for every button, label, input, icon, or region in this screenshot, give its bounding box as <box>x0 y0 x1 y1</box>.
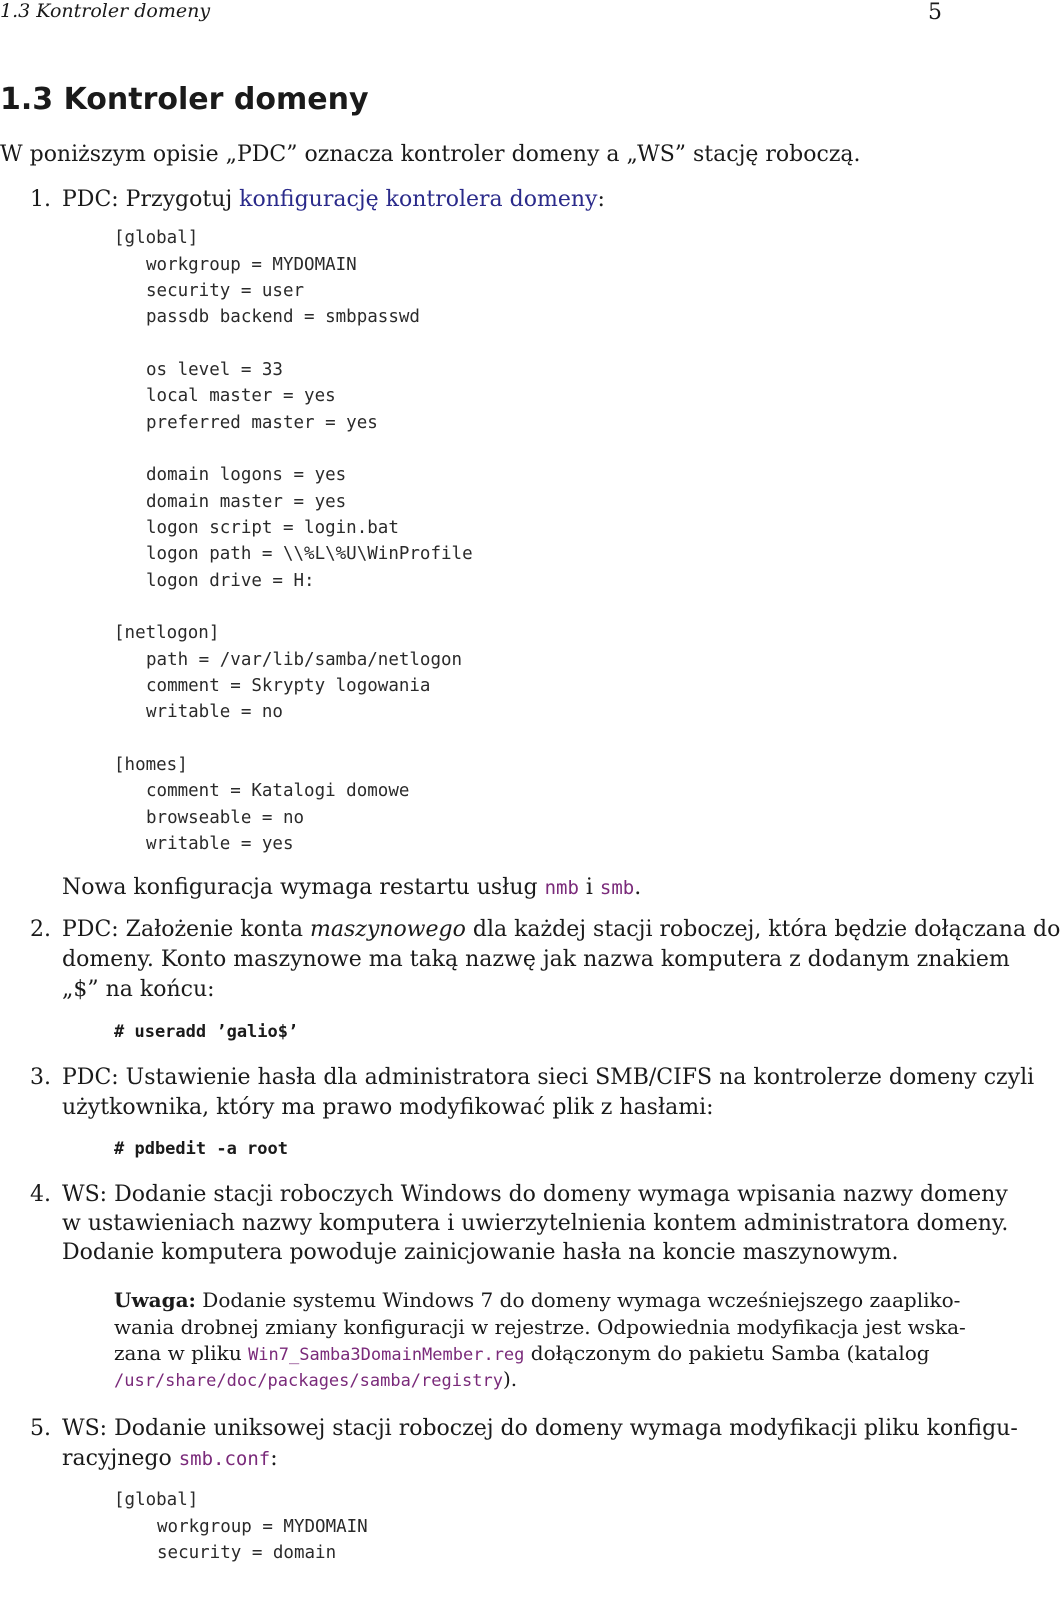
config-line: logon drive = H: <box>146 571 315 591</box>
note-line4 <box>114 1367 517 1391</box>
step4-line3: Dodanie komputera powoduje zainicjowanie hasła na koncie maszynowym. <box>62 1240 899 1265</box>
service-nmb: nmb <box>544 877 579 899</box>
step5-l2-after: : <box>270 1446 278 1471</box>
note-l3-before: zana w pliku <box>114 1341 249 1365</box>
config-line: [homes] <box>114 755 188 775</box>
config-line: [global] <box>114 1490 199 1510</box>
step3-number: 3. <box>30 1065 51 1090</box>
config-line: os level = 33 <box>146 360 283 380</box>
step1-text-after: : <box>597 187 605 212</box>
note-line3 <box>114 1341 930 1365</box>
config-line: local master = yes <box>146 386 336 406</box>
config-line: writable = no <box>146 702 283 722</box>
step4-number: 4. <box>30 1182 51 1207</box>
config-line: [netlogon] <box>114 623 220 643</box>
step1-config-link[interactable]: konfigurację kontrolera domeny <box>239 187 598 212</box>
smb-conf-file: smb.conf <box>178 1448 271 1470</box>
step1-text-before: PDC: Przygotuj <box>62 187 240 212</box>
config-line: security = domain <box>157 1543 337 1563</box>
section-title: 1.3 Kontroler domeny <box>0 82 369 117</box>
note-l3-after: dołączonym do pakietu Samba (katalog <box>524 1341 930 1365</box>
config-line: path = /var/lib/samba/netlogon <box>146 650 463 670</box>
step4-line1: WS: Dodanie stacji roboczych Windows do domeny wymaga wpisania nazwy domeny <box>62 1182 1008 1207</box>
service-smb: smb <box>599 877 635 899</box>
step2-line3: „$” na końcu: <box>62 977 215 1002</box>
config-line: writable = yes <box>146 834 294 854</box>
config-line: workgroup = MYDOMAIN <box>146 255 357 275</box>
note-line2: wania drobnej zmiany konfiguracji w rejestrze. Odpowiednia modyfikacja jest wska- <box>114 1315 966 1339</box>
step1-text <box>62 187 605 212</box>
step1-number: 1. <box>30 187 51 212</box>
step3-line2: użytkownika, który ma prawo modyfikować plik z hasłami: <box>62 1095 714 1120</box>
running-header: 1.3 Kontroler domeny <box>0 0 211 22</box>
config-line: browseable = no <box>146 808 305 828</box>
config-line: workgroup = MYDOMAIN <box>157 1517 368 1537</box>
step5-l2-before: racyjnego <box>62 1446 179 1471</box>
step2-number: 2. <box>30 917 51 942</box>
step2-line2: domeny. Konto maszynowe ma taką nazwę jak nazwa komputera z dodanym znakiem <box>62 947 1010 972</box>
useradd-command: # useradd ’galio$’ <box>114 1022 299 1042</box>
step2-l1-before: PDC: Założenie konta <box>62 917 310 942</box>
restart-text-before: Nowa konfiguracja wymaga restartu usług <box>62 875 545 900</box>
step3-line1: PDC: Ustawienie hasła dla administratora sieci SMB/CIFS na kontrolerze domeny czyli <box>62 1065 1035 1090</box>
note-line1 <box>114 1288 960 1312</box>
config-line: comment = Skrypty logowania <box>146 676 431 696</box>
reg-file-name: Win7_Samba3DomainMember.reg <box>248 1345 525 1365</box>
step2-emphasis: maszynowego <box>309 917 466 942</box>
page-number: 5 <box>928 0 942 25</box>
config-line: preferred master = yes <box>146 413 378 433</box>
config-line: logon path = \\%L\%U\WinProfile <box>146 544 473 564</box>
config-line: passdb backend = smbpasswd <box>146 307 420 327</box>
step2-line1 <box>62 917 1060 942</box>
config-line: [global] <box>114 228 199 248</box>
intro-paragraph: W poniższym opisie „PDC” oznacza kontroler domeny a „WS” stację roboczą. <box>0 142 861 167</box>
config-line: logon script = login.bat <box>146 518 399 538</box>
step5-number: 5. <box>30 1416 51 1441</box>
config-line: comment = Katalogi domowe <box>146 781 410 801</box>
note-l4-after: ). <box>502 1367 518 1391</box>
config-line: domain logons = yes <box>146 465 347 485</box>
config-line: security = user <box>146 281 305 301</box>
step4-line2: w ustawieniach nazwy komputera i uwierzytelnienia kontem administratora domeny. <box>62 1211 1009 1236</box>
step2-l1-after: dla każdej stacji roboczej, która będzie dołączana do <box>465 917 1060 942</box>
restart-text-end: . <box>634 875 642 900</box>
registry-path: /usr/share/doc/packages/samba/registry <box>114 1371 503 1391</box>
note-l1-text: Dodanie systemu Windows 7 do domeny wymaga wcześniejszego zaapliko- <box>195 1288 961 1312</box>
restart-text-mid: i <box>578 875 600 900</box>
step5-line1: WS: Dodanie uniksowej stacji roboczej do domeny wymaga modyfikacji pliku konfigu- <box>62 1416 1018 1441</box>
pdbedit-command: # pdbedit -a root <box>114 1139 288 1159</box>
config-line: domain master = yes <box>146 492 347 512</box>
step1-restart-note <box>62 875 641 900</box>
note-label: Uwaga: <box>114 1288 196 1312</box>
step5-line2 <box>62 1446 278 1471</box>
